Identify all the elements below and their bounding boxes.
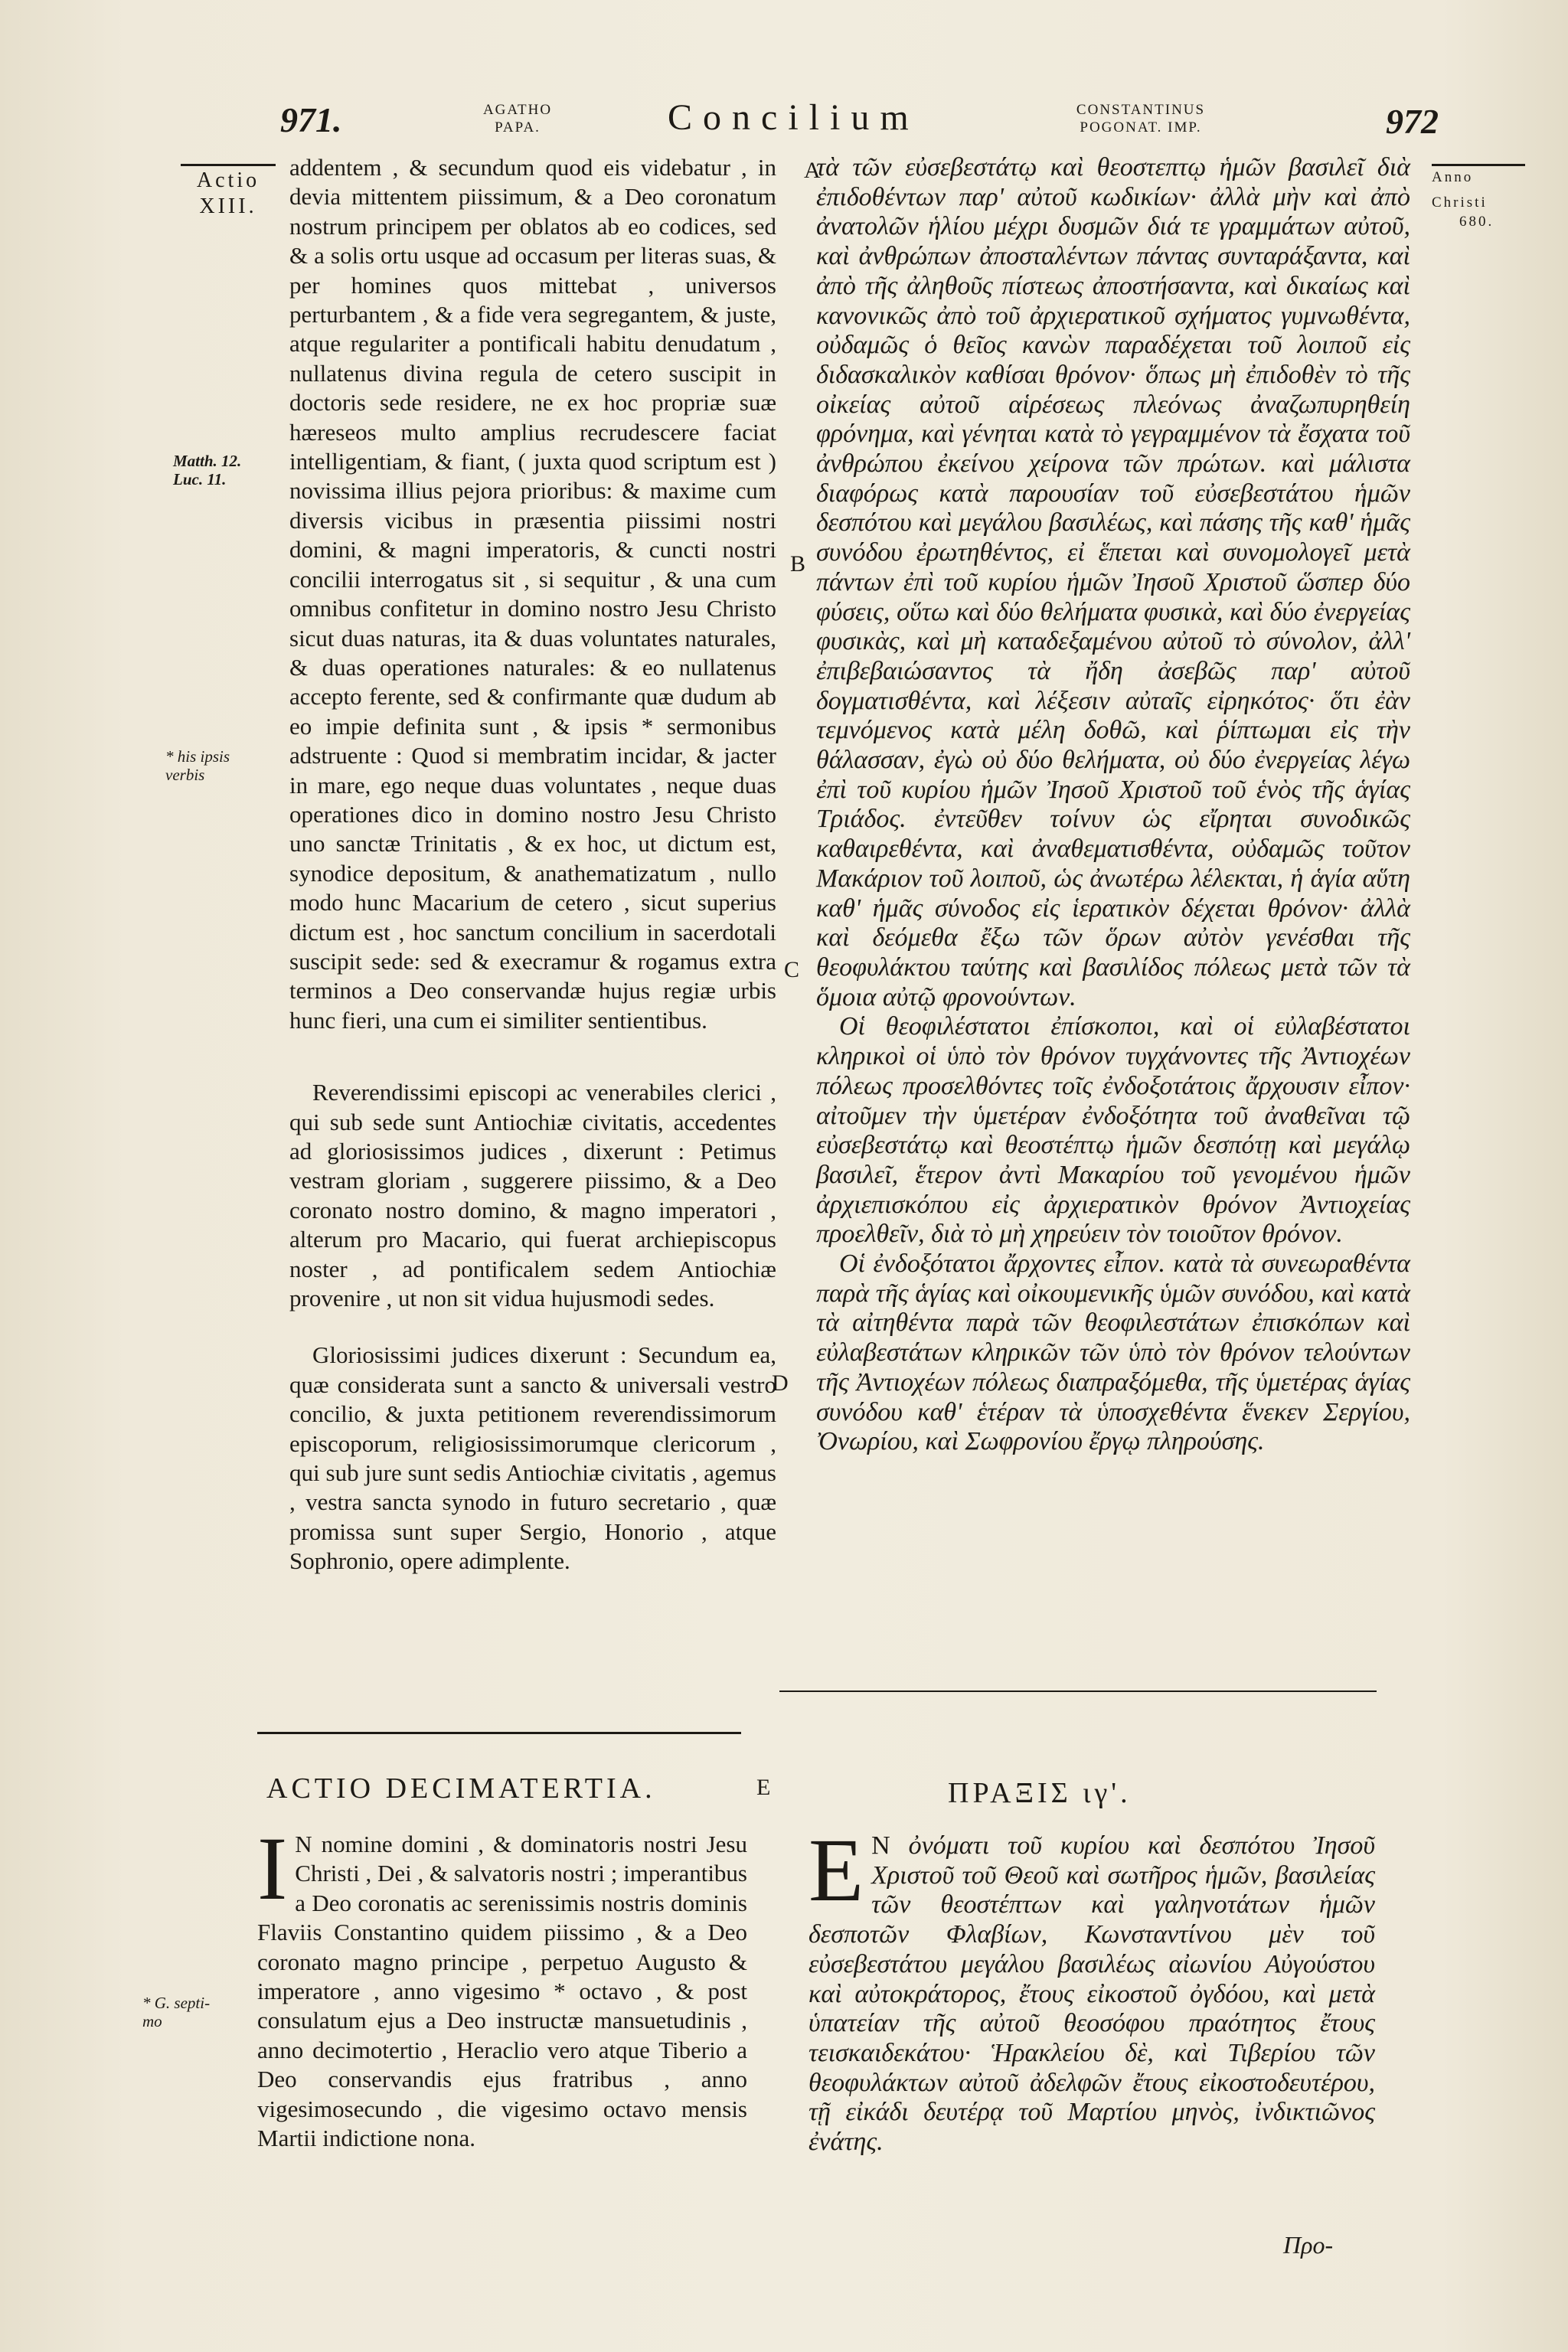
christi-label: Christi <box>1432 194 1488 211</box>
section-letter-a: A <box>804 158 821 183</box>
year-label: 680. <box>1459 214 1494 230</box>
actio-marginal-box <box>181 164 276 220</box>
scripture-reference: Matth. 12. Luc. 11. <box>173 452 242 488</box>
marginal-note-verbis: * his ipsis verbis <box>165 747 230 784</box>
section-letter-d: D <box>772 1370 789 1396</box>
greek-column <box>816 153 1410 1457</box>
emperor-title: POGONAT. IMP. <box>1080 119 1202 136</box>
pope-title: PAPA. <box>495 119 541 136</box>
section-letter-b: B <box>790 551 806 577</box>
greek-first-letter: Ν <box>871 1831 890 1860</box>
anno-christi-box <box>1432 164 1525 231</box>
pope-heading <box>469 101 567 136</box>
latin-separator-rule <box>257 1732 741 1734</box>
greek-separator-rule <box>779 1690 1377 1692</box>
latin-column <box>289 153 776 1576</box>
latin-dropcap: I <box>257 1818 288 1919</box>
greek-paragraph-2: Οἱ θεοφιλέστατοι ἐπίσκοποι, καὶ οἱ εὐλαβέστατοι κληρικοὶ οἱ ὑπὸ τὸν θρόνον τυγχάνοντες τῆς Ἀντιοχέων πόλεως προσελθόντες τοῖς ἐνδοξοτάτοις ἄρχουσιν εἶπον· αἰτοῦμεν τὴν ὑμετέραν ἐνδοξότητα τοῦ ἀναθεῖναι τῷ εὐσεβεστάτῳ καὶ θεοστέπτῳ ἡμῶν δεσπότῃ καὶ μεγάλῳ βασιλεῖ, ἕτερον ἀντὶ Μακαρίου τοῦ γενομένου ἡμῶν ἀρχιεπισκόπου εἰς ἀρχιερατικὸν θρόνον Ἀντιοχείας προελθεῖν, διὰ τὸ μὴ χηρεύειν τὸν τοιοῦτον θρόνον. <box>816 1012 1410 1249</box>
latin-paragraph-3: Gloriosissimi judices dixerunt : Secundum ea, quæ considerata sunt a sancto & universali vestro concilio, & juxta petitionem reverendissimorum episcoporum, religiosissimorumque clericorum , qui sub jure sunt sedis Antiochiæ civitatis , agemus , vestra sancta synodo in futuro secretario , quæ promissa sunt super Sergio, Honorio , atque Sophronio, opere adimplente. <box>289 1341 776 1575</box>
greek-section-body: ὀνόματι τοῦ κυρίου καὶ δεσπότου Ἰησοῦ Χριστοῦ τοῦ Θεοῦ καὶ σωτῆρος ἡμῶν, βασιλείας τῶν θεοστέπτων καὶ γαληνοτάτων ἡμῶν δεσποτῶν Φλαβίων, Κωνσταντίνου μὲν τοῦ εὐσεβεστάτου μεγάλου βασιλέως αἰωνίου Αὐγούστου καὶ αὐτοκράτορος, ἔτους εἰκοστοῦ ὀγδόου, καὶ μετὰ ὑπατείαν τῆς αὐτοῦ θεοσόφου πραότητος ἔτους τεισκαιδεκάτου· Ἡρακλείου δὲ, καὶ Τιβερίου τῶν θεοφυλάκτων αὐτοῦ ἀδελφῶν ἔτους εἰκοστοδευτέρου, τῇ εἰκάδι δευτέρᾳ τοῦ Μαρτίου μηνὸς, ἰνδικτιῶνος ἐνάτης. <box>808 1831 1376 2157</box>
greek-dropcap: Ε <box>808 1820 864 1920</box>
latin-first-letter: N <box>295 1831 312 1857</box>
emperor-heading <box>1049 101 1233 136</box>
marginal-note-septimo: * G. septi- mo <box>142 1994 211 2030</box>
latin-section-body: nomine domini , & dominatoris nostri Jesu Christi , Dei , & salvatoris nostri ; imperantibus a Deo coronatis ac serenissimis nostris dominis Flaviis Constantino quidem piissimo , & a Deo coronato magno principe , perpetuo Augusto & imperatore , anno vigesimo * octavo , & post consulatum ejus a Deo instructæ mansuetudinis , anno decimotertio , Heraclio vero atque Tiberio a Deo conservandis ejus fratribus , anno vigesimosecundo , die vigesimo octavo mensis Martii indictione nona. <box>257 1831 747 2152</box>
section-letter-e: E <box>756 1775 771 1800</box>
greek-paragraph-1: τὰ τῶν εὐσεβεστάτῳ καὶ θεοστεπτῳ ἡμῶν βασιλεῖ διὰ ἐπιδοθέντων παρ' αὐτοῦ κωδικίων· ἀλλὰ μὴν καὶ ἀπὸ ἀνατολῶν ἡλίου μέχρι δυσμῶν διά τε γραμμάτων αὐτοῦ, καὶ ἀνθρώπων ἀποσταλέντων πάντας συνταράξαντα, καὶ ἀπὸ τῆς ἀληθοῦς πίστεως ἀποστήσαντα, καὶ δικαίως καὶ κανονικῶς ἀπὸ τοῦ ἀρχιερατικοῦ σχήματος γυμνωθέντα, οὐδαμῶς ὁ θεῖος κανὼν παραδέχεται τοῦ λοιποῦ εἰς διδασκαλικὸν καθίσαι θρόνον· ὅπως μὴ ἐπιδοθὲν τὸ τῆς οἰκείας αὐτοῦ αἱρέσεως πλεόνως ἀναζωπυρηθείη φρόνημα, καὶ γένηται κατὰ τὸ γεγραμμένον τὰ ἔσχατα τοῦ ἀνθρώπου ἐκείνου χείρονα τῶν πρώτων. καὶ μάλιστα διαφόρως κατὰ παρουσίαν τοῦ εὐσεβεστάτου ἡμῶν δεσπότου καὶ μεγάλου βασιλέως, καὶ πάσης τῆς καθ' ἡμᾶς συνόδου ἐρωτηθέντος, εἰ ἕπεται καὶ συνομολογεῖ μετὰ πάντων ἐπὶ τοῦ κυρίου ἡμῶν Ἰησοῦ Χριστοῦ ὥσπερ δύο φύσεις, οὕτω καὶ δύο θελήματα φυσικὰ, καὶ δύο ἐνεργείας φυσικὰς, καὶ μὴ καταδεξαμένου αὐτοῦ τὸ σύνολον, ἀλλ' ἐπιβεβαιώσαντος τὰ ἤδη ἀσεβῶς παρ' αὐτοῦ δογματισθέντα, καὶ λέξεσιν αὐταῖς εἰρηκότος· ὅτι ἐὰν τεμνόμενος κατὰ μέλη δοθῶ, καὶ ῥίπτωμαι εἰς τὴν θάλασσαν, ἐγὼ οὐ δύο θελήματα, οὐ δύο ἐνεργείας λέγω ἐπὶ τοῦ κυρίου ἡμῶν Ἰησοῦ Χριστοῦ τοῦ ἑνὸς τῆς ἁγίας Τριάδος. ἐντεῦθεν τοίνυν ὡς εἴρηται συνοδικῶς καθαιρεθέντα, καὶ ἀναθεματισθέντα, οὐδαμῶς τοῦτον Μακάριον τοῦ λοιποῦ, ὡς ἀνωτέρω λέλεκται, ἡ ἁγία αὕτη καθ' ἡμᾶς σύνοδος εἰς ἱερατικὸν δέχεται θρόνον· ἀλλὰ καὶ δεόμεθα ἔξω τῶν ὅρων αὐτὸν γενέσθαι τῆς θεοφυλάκτου ταύτης καὶ βασιλίδος πόλεως μετὰ τῶν τὰ ὅμοια αὐτῷ φρονούντων. <box>816 153 1410 1011</box>
left-page-number: 971. <box>280 100 342 139</box>
latin-paragraph-2: Reverendissimi episcopi ac venerabiles clerici , qui sub sede sunt Antiochiæ civitatis, accedentes ad gloriosissimos judices , dixerunt : Petimus vestram gloriam , suggerere piissimo, & a Deo coronato nostro domino, & magno imperatori , alterum pro Macario, qui fuerat archiepiscopus noster , ad pontificalem sedem Antiochiæ provenire , ut non sit vidua hujusmodi sedes. <box>289 1079 776 1312</box>
pope-name: AGATHO <box>482 102 553 118</box>
latin-paragraph-1: addentem , & secundum quod eis videbatur , in devia mittentem piissimum, & a Deo coronatum nostrum principem per oblatos ab eo codices, sed & a solis ortu usque ad occasum per literas suas, & per homines quos mittebat , universos perturbantem , & a fide vera segregantem, & juste, atque regulariter a pontificali habitu denudatum , nullatenus divina regula de cetero suscipit in doctoris sede residere, ne ex hoc propriæ suæ hæreseos multo amplius recrudescere faciat intelligentiam, & fiant, ( juxta quod scriptum est ) novissima illius pejora prioribus: & maxime cum diversis vicibus in præsentia piissimi nostri domini, & magni imperatoris, & cuncti nostri concilii interrogatus sit , si sequitur , & una cum omnibus confitetur in domino nostro Jesu Christo sicut duas naturas, ita & duas voluntates naturales, & duas operationes naturales: & eo nullatenus accepto ferente, sed & confirmante quæ dudum ab eo impie definita sunt , & ipsis * sermonibus adstruente : Quod si membratim incidar, & jacter in mare, ego neque duas voluntates , neque duas operationes dico in domino nostro Jesu Christo uno sanctæ Trinitatis , & ex hoc, ut dictum est, synodice depositum, & anathematizatum , nullo modo hunc Macarium de cetero , sicut superius dictum est , hoc sanctum concilium in sacerdotali suscipit sede: sed & execramur & rogamus extra terminos a Deo conservandæ hujus regiæ urbis hunc fieri, una cum ei similiter sentientibus. <box>289 154 776 1034</box>
section-letter-c: C <box>784 957 800 982</box>
right-page-number: 972 <box>1386 102 1439 141</box>
latin-section-title: ACTIO DECIMATERTIA. <box>266 1772 656 1805</box>
greek-paragraph-3: Οἱ ἐνδοξότατοι ἄρχοντες εἶπον. κατὰ τὰ συνεωραθέντα παρὰ τῆς ἁγίας καὶ οἰκουμενικῆς ὑμῶν συνόδου, καὶ κατὰ τὰ αἰτηθέντα παρὰ τῶν θεοφιλεστάτων ἐπισκόπων καὶ εὐλαβεστάτων κληρικῶν τῶν ὑπὸ τὸν θρόνον τελούντων τῆς Ἀντιοχέων πόλεως διαπραξόμεθα, τῆς ὑμετέρας ἁγίας συνόδου καθ' ἑτέραν τὰ ὑποσχεθέντα ἕνεκεν Σεργίου, Ὀνωρίου, καὶ Σωφρονίου ἔργῳ πληρούσης. <box>816 1250 1410 1456</box>
catchword: Προ- <box>1283 2231 1334 2259</box>
actio-label: Actio <box>196 168 260 192</box>
running-title: Concilium <box>668 97 920 138</box>
greek-section-text <box>808 1820 1376 2158</box>
greek-section-title: ΠΡΑΞΙΣ ιγ'. <box>948 1777 1132 1809</box>
latin-section-text <box>257 1818 747 2153</box>
emperor-name: CONSTANTINUS <box>1076 102 1206 118</box>
actio-number: XIII. <box>199 194 257 218</box>
anno-label: Anno <box>1432 169 1474 185</box>
